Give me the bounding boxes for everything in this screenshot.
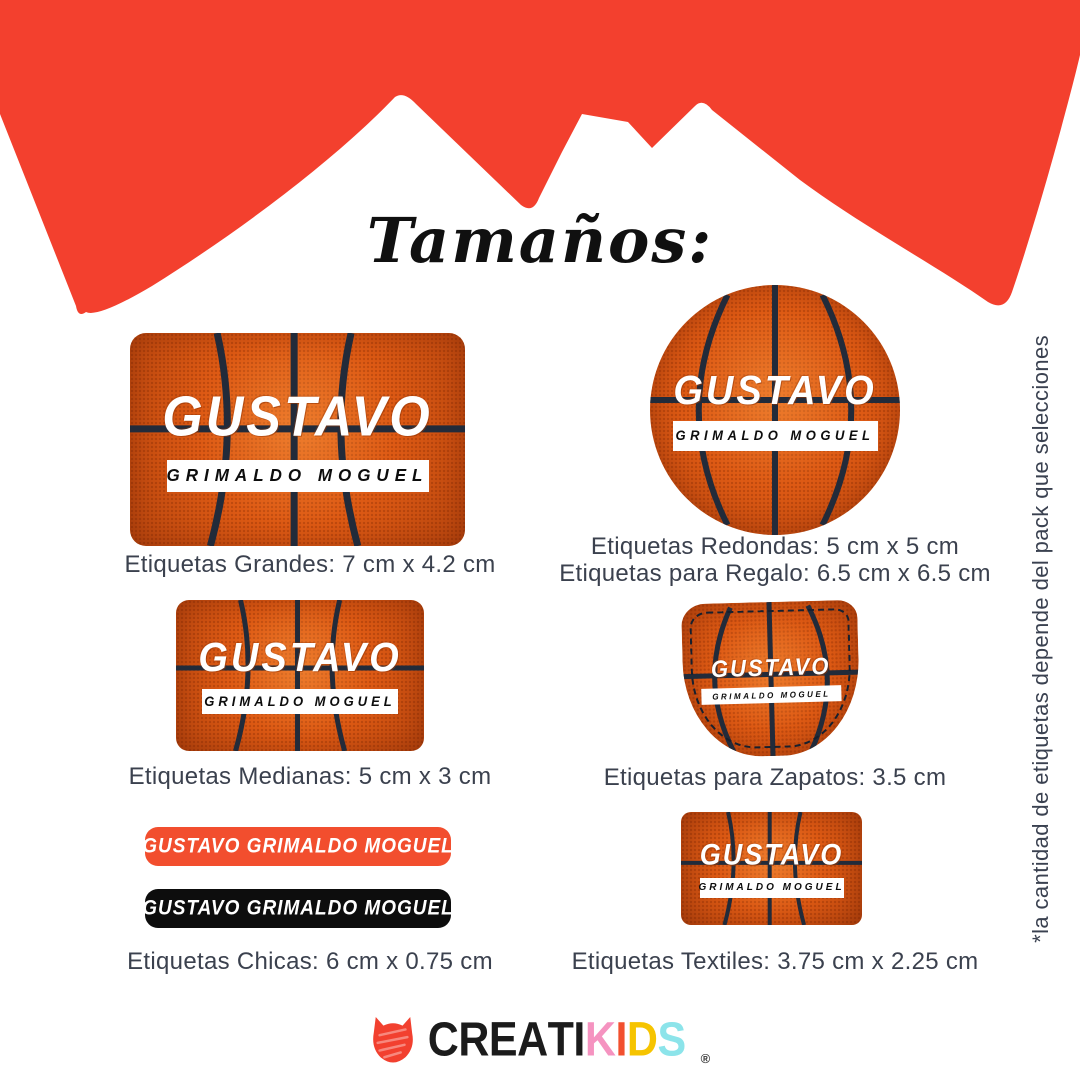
logo-letter: S <box>657 1012 686 1067</box>
label-lastname-band <box>167 460 429 492</box>
label-first-name: GUSTAVO <box>198 635 402 681</box>
label-last-names: GRIMALDO MOGUEL <box>712 688 831 702</box>
label-chica-negra <box>142 889 454 928</box>
logo-letter: T <box>547 1012 574 1067</box>
page-title: Tamaños: <box>366 204 714 277</box>
label-first-name: GUSTAVO <box>699 838 844 871</box>
logo-letter: R <box>458 1012 489 1067</box>
creatikids-logo <box>0 1010 1080 1070</box>
caption-etiquetas-medianas: Etiquetas Medianas: 5 cm x 3 cm <box>128 763 492 790</box>
caption-redondas-line: Etiquetas Redondas: 5 cm x 5 cm <box>590 533 960 560</box>
caption-regalo-line: Etiquetas para Regalo: 6.5 cm x 6.5 cm <box>559 560 991 587</box>
label-etiqueta-mediana <box>176 600 424 751</box>
creatikids-scribble-fox-icon <box>370 1015 416 1065</box>
red-mountains-header-shape <box>0 0 1080 340</box>
label-last-names: GRIMALDO MOGUEL <box>675 427 875 444</box>
registered-mark: ® <box>700 1051 711 1066</box>
side-note-text: *la cantidad de etiquetas depende del pack que selecciones <box>1028 335 1053 943</box>
logo-letter: D <box>626 1012 658 1067</box>
label-last-names: GRIMALDO MOGUEL <box>204 693 396 710</box>
label-first-name: GUSTAVO <box>710 652 831 683</box>
label-lastname-band <box>202 689 398 714</box>
caption-etiquetas-grandes: Etiquetas Grandes: 7 cm x 4.2 cm <box>124 551 496 578</box>
caption-etiquetas-redondas <box>555 533 995 587</box>
caption-etiquetas-textiles: Etiquetas Textiles: 3.75 cm x 2.25 cm <box>571 948 979 975</box>
label-etiqueta-zapato <box>681 600 861 759</box>
caption-etiquetas-chicas: Etiquetas Chicas: 6 cm x 0.75 cm <box>127 948 493 975</box>
label-last-names: GRIMALDO MOGUEL <box>166 465 429 486</box>
label-first-name: GUSTAVO <box>162 385 433 449</box>
label-first-name: GUSTAVO <box>673 367 877 414</box>
logo-letter: E <box>488 1012 518 1067</box>
label-etiqueta-textil <box>681 812 862 925</box>
logo-letter: I <box>615 1012 627 1067</box>
label-full-name: GUSTAVO GRIMALDO MOGUEL <box>142 834 454 858</box>
label-full-name: GUSTAVO GRIMALDO MOGUEL <box>142 896 454 920</box>
logo-letter: A <box>517 1012 548 1067</box>
label-last-names: GRIMALDO MOGUEL <box>698 881 845 894</box>
logo-wordmark <box>428 1013 686 1068</box>
logo-letter: K <box>584 1012 616 1067</box>
label-chica-naranja <box>142 827 454 866</box>
caption-etiquetas-zapatos: Etiquetas para Zapatos: 3.5 cm <box>603 764 947 791</box>
label-lastname-band <box>673 421 878 451</box>
side-note-vertical <box>1018 328 1064 950</box>
label-etiqueta-grande <box>130 333 465 546</box>
logo-letter: I <box>573 1012 585 1067</box>
label-etiqueta-redonda <box>650 285 900 535</box>
logo-letter: C <box>427 1012 459 1067</box>
label-lastname-band <box>700 878 844 898</box>
